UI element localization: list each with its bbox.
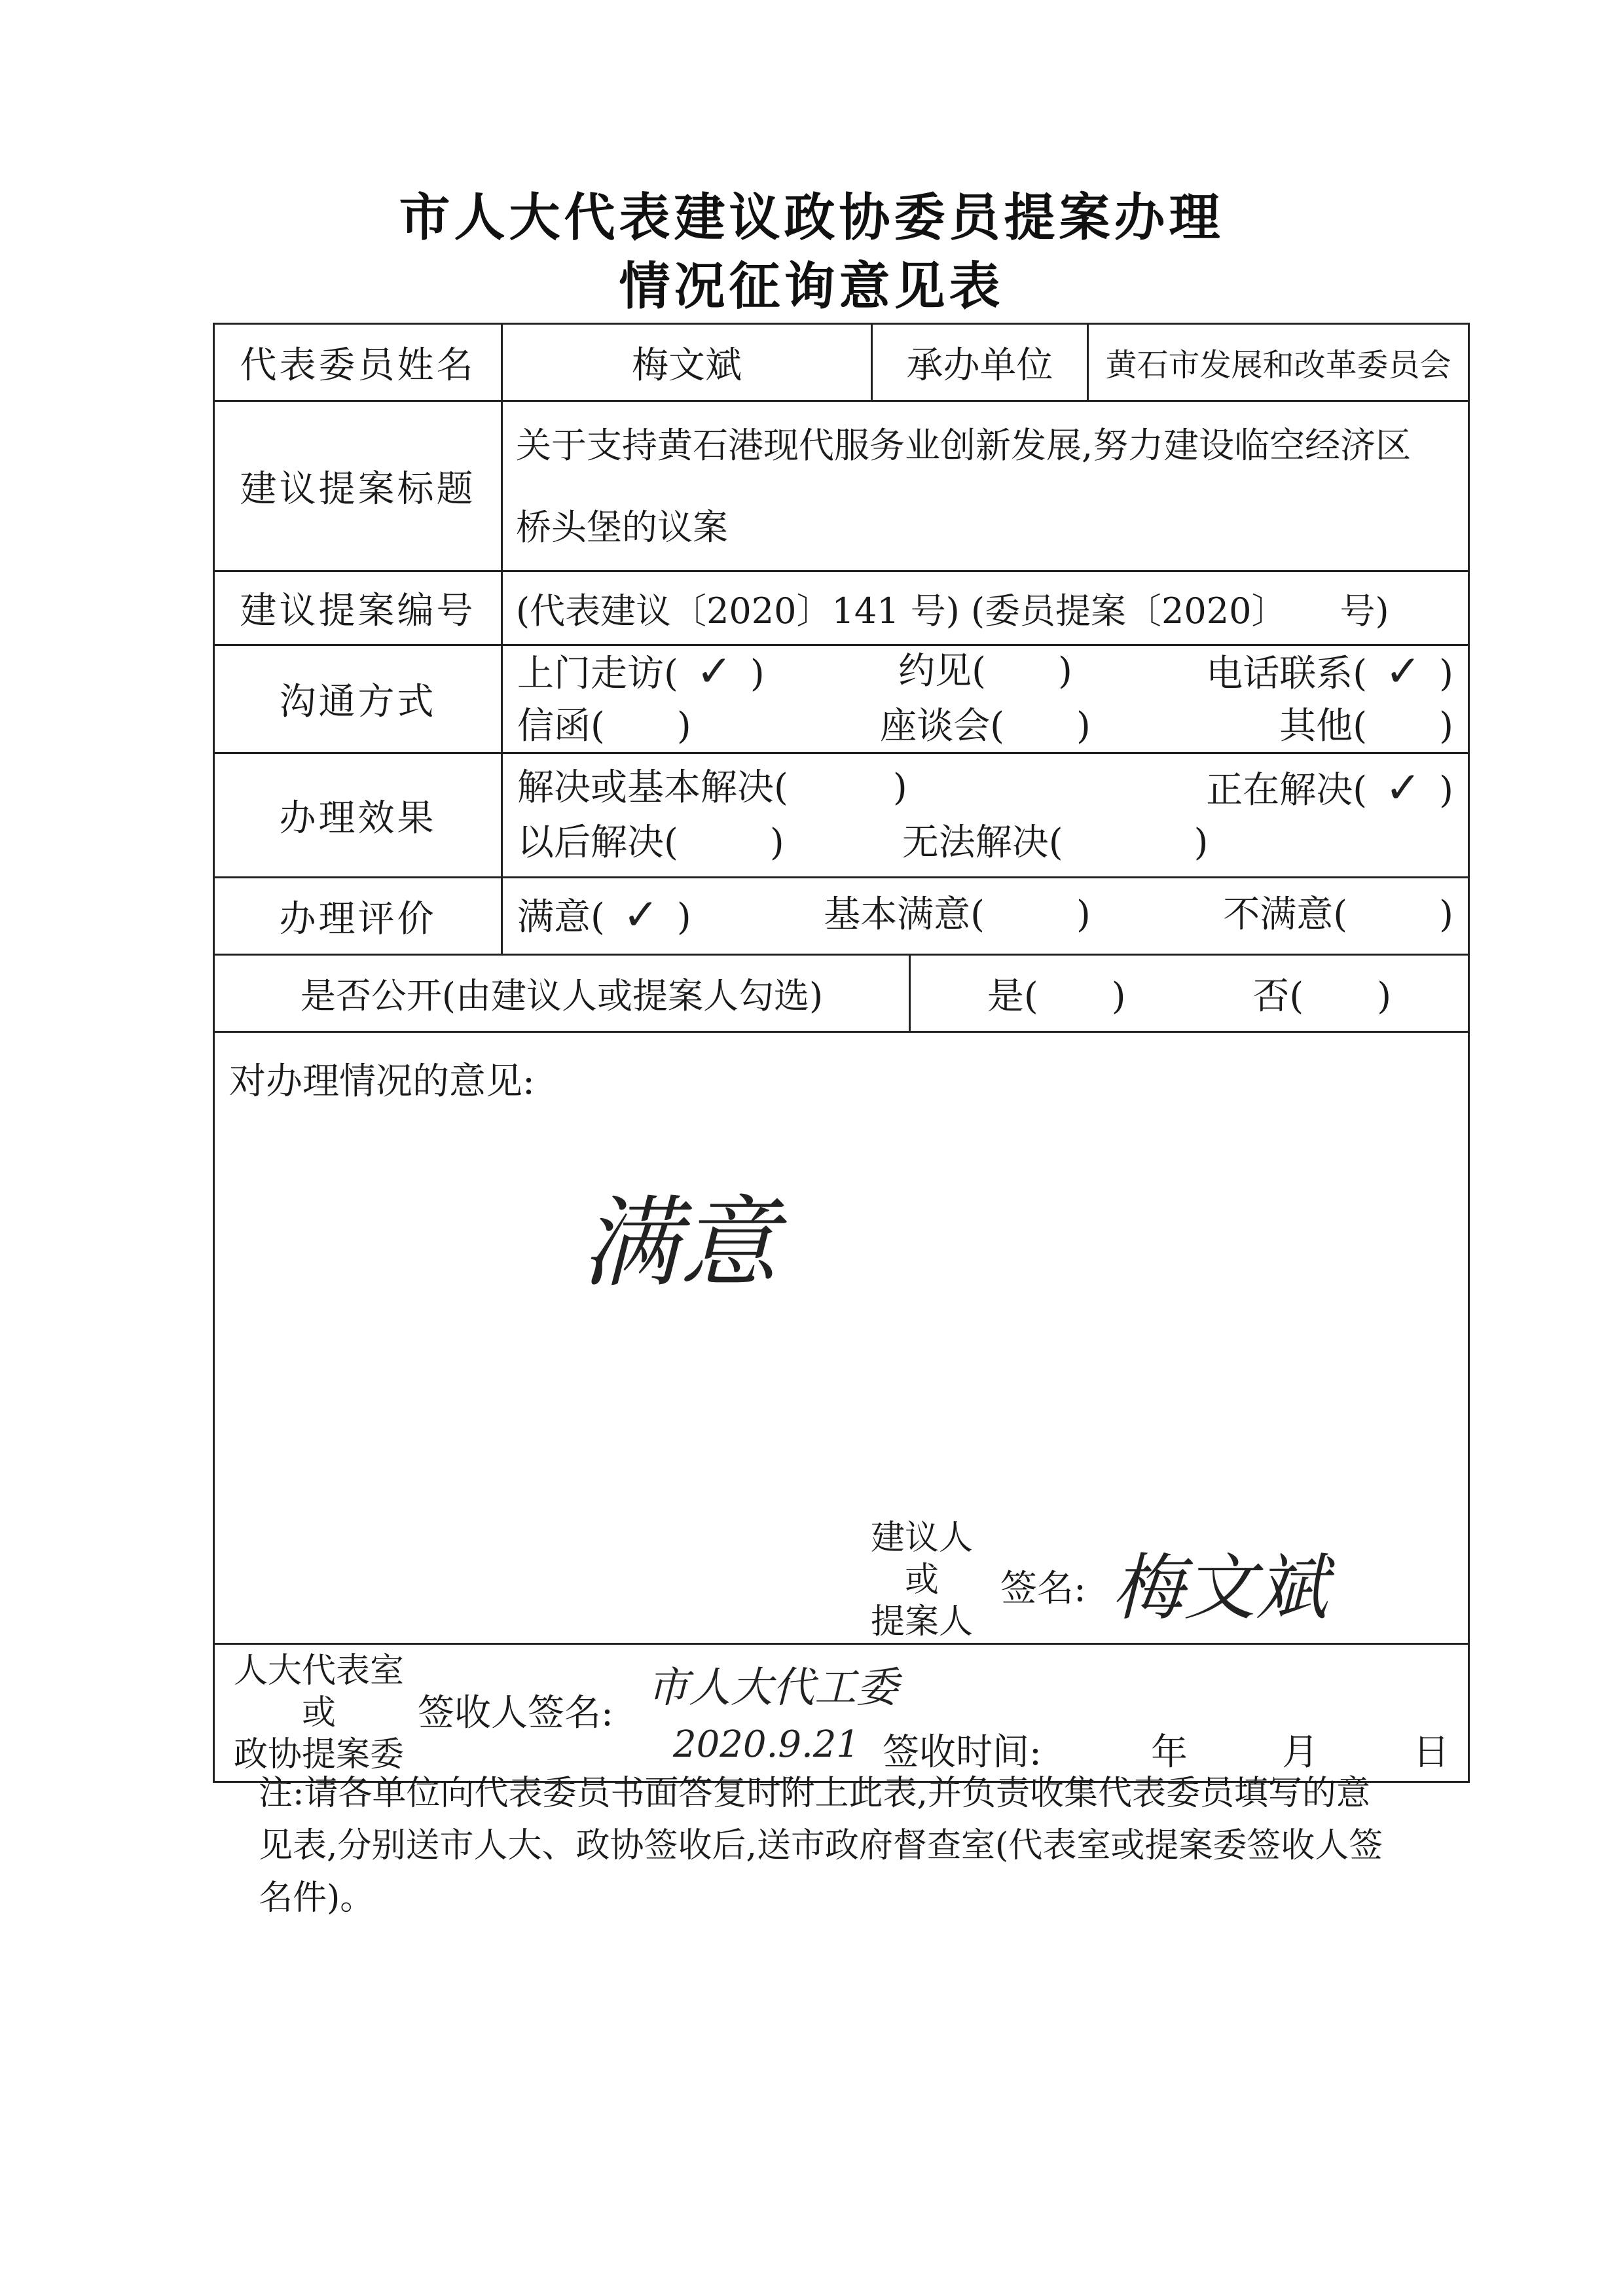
option-letter[interactable]: 信函( ) [517,705,691,747]
handwritten-date: 2020.9.21 [673,1723,860,1766]
proposal-title-line1: 关于支持黄石港现代服务业创新发展,努力建设临空经济区 [516,424,1412,466]
communication-options-line1 [517,645,1453,700]
form-title-line2: 情况征询意见表 [619,257,1004,316]
receipt-day: 日 [1413,1731,1450,1774]
effect-label: 办理效果 [215,754,503,876]
public-options [911,956,1468,1031]
opinion-label: 对办理情况的意见: [229,1060,535,1103]
option-other[interactable]: 其他( ) [1279,705,1453,747]
communication-label: 沟通方式 [215,646,503,752]
receipt-year: 年 [1151,1731,1188,1774]
option-satisfied[interactable]: 满意( ✓ ) [517,889,691,940]
effect-row [215,754,1468,878]
option-basically-satisfied[interactable]: 基本满意( ) [824,893,1091,936]
proposal-title-row [215,402,1468,572]
form-title-line1: 市人大代表建议政协委员提案办理 [399,188,1224,247]
evaluation-options [503,878,1468,954]
option-label: 基本满意 [824,893,971,936]
proposer-label-line2: 或 [904,1560,939,1600]
option-visit[interactable]: 上门走访( ✓ ) [517,646,765,696]
proposal-code-label: 建议提案编号 [215,572,503,644]
proposer-sign-label: 签名: [1000,1568,1086,1610]
communication-options-line2 [517,700,1453,753]
effect-options-line2 [517,817,1453,869]
option-label: 不满意 [1223,893,1334,936]
public-row [215,956,1468,1033]
effect-options-line1 [517,762,1453,817]
proposal-title-label: 建议提案标题 [215,402,503,570]
public-no-option[interactable]: 否( ) [1252,975,1392,1018]
check-mark-icon: ✓ [623,889,659,940]
option-label: 信函 [517,705,591,747]
communication-options [503,646,1468,752]
option-label: 约见 [898,650,972,692]
option-unsolvable[interactable]: 无法解决( ) [902,821,1209,864]
option-label: 满意 [517,895,591,939]
receipt-time-label: 签收时间: [883,1731,1042,1774]
option-later[interactable]: 以后解决( ) [517,821,784,864]
option-label: 无法解决 [902,821,1049,864]
name-row [215,325,1468,402]
evaluation-options-line [517,889,1453,944]
option-appointment[interactable]: 约见( ) [898,650,1072,692]
option-solved[interactable]: 解决或基本解决( ) [517,766,907,809]
inquiry-form-table [213,323,1470,1783]
receipt-office-labels [224,1650,414,1776]
evaluation-label: 办理评价 [215,878,503,954]
public-label: 是否公开(由建议人或提案人勾选) [215,956,911,1031]
check-mark-icon: ✓ [1385,646,1421,696]
opinion-row [215,1033,1468,1645]
option-label: 上门走访 [517,653,664,695]
proposal-title-line2: 桥头堡的议案 [516,506,728,548]
proposal-code-value: (代表建议〔2020〕141 号) (委员提案〔2020〕 号) [516,590,1389,632]
option-phone[interactable]: 电话联系( ✓ ) [1206,646,1453,696]
option-label: 座谈会 [880,705,991,747]
representative-name-label: 代表委员姓名 [215,325,503,400]
option-solving[interactable]: 正在解决( ✓ ) [1206,762,1453,813]
receipt-office-line1: 人大代表室 [233,1651,404,1691]
receipt-office-line3: 政协提案委 [233,1735,404,1774]
option-label: 电话联系 [1206,653,1353,695]
proposer-labels [863,1517,981,1643]
receipt-office-line2: 或 [301,1693,336,1732]
option-unsatisfied[interactable]: 不满意( ) [1223,893,1453,936]
receipt-row [215,1645,1468,1781]
footnote: 注:请各单位向代表委员书面答复时附上此表,并负责收集代表委员填写的意见表,分别送市人大、政协签收后,送市政府督查室(代表室或提案委签收人签名件)。 [259,1774,1383,1918]
effect-options [503,754,1468,876]
option-label: 解决或基本解决 [517,766,774,809]
proposer-label-line3: 提案人 [870,1602,973,1641]
option-label: 其他 [1279,705,1353,747]
option-label: 正在解决 [1206,768,1353,812]
proposal-code-row [215,572,1468,646]
evaluation-row [215,878,1468,956]
proposal-title-value [503,402,1468,570]
check-mark-icon: ✓ [696,646,733,696]
receiver-signature: 市人大代工委 [647,1664,898,1712]
communication-row [215,646,1468,754]
receiver-sign-label: 签收人签名: [418,1692,613,1734]
check-mark-icon: ✓ [1385,762,1421,813]
public-yes-option[interactable]: 是( ) [987,975,1126,1018]
representative-name-value: 梅文斌 [503,325,873,400]
handling-unit-label: 承办单位 [873,325,1089,400]
option-label: 以后解决 [517,821,664,864]
handling-unit-value: 黄石市发展和改革委员会 [1105,347,1451,384]
option-symposium[interactable]: 座谈会( ) [880,705,1091,747]
proposer-signature: 梅文斌 [1112,1546,1328,1630]
handwritten-opinion: 满意 [581,1187,778,1300]
receipt-month: 月 [1282,1731,1319,1774]
proposer-label-line1: 建议人 [870,1518,973,1558]
